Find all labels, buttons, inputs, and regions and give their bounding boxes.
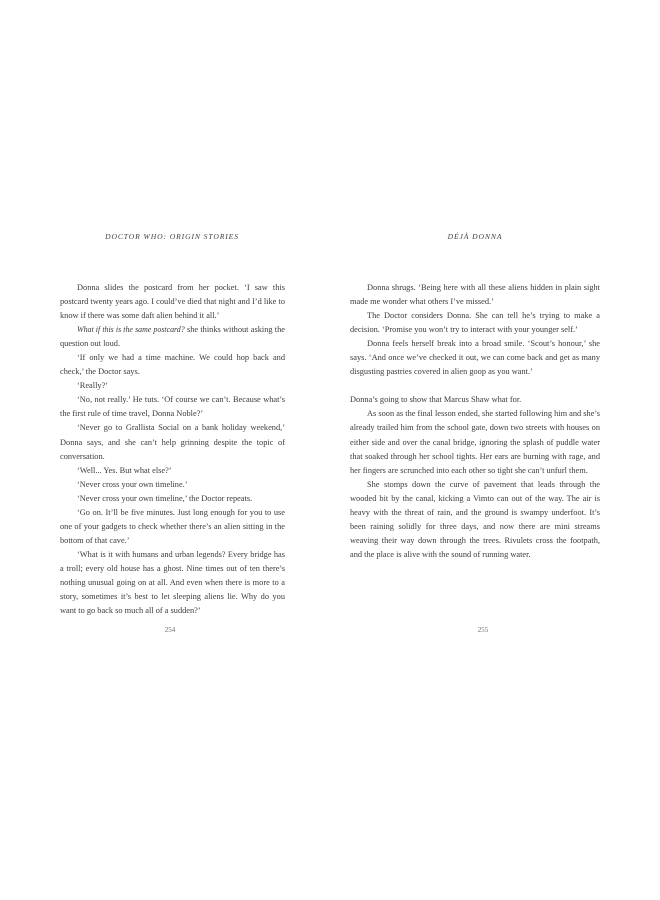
left-paragraph: ‘What is it with humans and urban legends? Every bridge has a troll; every old house has a ghost. Nine times out of ten there’s nothing unusual going on at all. And even when there is more to a story, sometimes it’s best to let sleeping aliens lie. Why do you want to go back so much all of a sudden?’ — [60, 549, 285, 616]
left-page-number: 254 — [164, 626, 176, 634]
left-paragraph: ‘Never go to Grallista Social on a bank holiday weekend,’ Donna says, and she can’t help grinning despite the topic of conversation. — [60, 423, 285, 461]
paragraph-text: she thinks without asking the question out loud. — [60, 325, 285, 349]
italic-thought: What if this is the same postcard? — [77, 325, 185, 335]
left-paragraph: ‘If only we had a time machine. We could hop back and check,’ the Doctor says. — [60, 353, 285, 377]
right-running-head: DÉJÀ DONNA — [447, 232, 503, 241]
left-paragraph: ‘Never cross your own timeline,’ the Doctor repeats. — [77, 493, 253, 503]
right-page-number: 255 — [477, 626, 489, 634]
left-paragraph: ‘Well... Yes. But what else?’ — [77, 465, 172, 475]
right-body-text — [350, 281, 600, 562]
right-paragraph: She stomps down the curve of pavement that leads through the wooded bit by the canal, kicking a Vimto can out of the way. The air is heavy with the threat of rain, and the ground is swampy underfoot. It’s been raining solidly for three days, and now there are mini streams weaving their way down through the trees. Rivulets cross the footpath, and the place is alive with the sound of running water. — [350, 479, 600, 559]
right-paragraph: As soon as the final lesson ended, she started following him and she’s already trailed him from the school gate, down two streets with houses on either side and over the canal bridge, ignoring the splash of puddle water that soaked through her school tights. Her ears are burning with rage, and her fingers are scrunched into each other so tight she can’t unfurl them. — [350, 409, 600, 475]
right-paragraph: Donna shrugs. ‘Being here with all these aliens hidden in plain sight made me wonder what others I’ve missed.’ — [350, 283, 600, 307]
left-body-text — [60, 281, 285, 618]
left-paragraph: ‘No, not really.’ He tuts. ‘Of course we can’t. Because what’s the first rule of time travel, Donna Noble?’ — [60, 395, 285, 419]
left-paragraph: Donna slides the postcard from her pocket. ‘I saw this postcard twenty years ago. I could’ve died that night and I’d like to know if there was some daft alien behind it all.’ — [60, 283, 285, 321]
right-page — [350, 0, 600, 900]
left-paragraph: ‘Really?’ — [77, 381, 109, 391]
left-paragraph: ‘Never cross your own timeline.’ — [77, 479, 188, 489]
left-page — [60, 0, 285, 900]
right-paragraph-section-start: Donna’s going to show that Marcus Shaw what for. — [350, 395, 522, 405]
right-paragraph: The Doctor considers Donna. She can tell he’s trying to make a decision. ‘Promise you won’t try to interact with your younger self.’ — [350, 311, 600, 335]
left-running-head: DOCTOR WHO: ORIGIN STORIES — [105, 232, 239, 241]
left-paragraph — [60, 323, 285, 351]
left-paragraph: ‘Go on. It’ll be five minutes. Just long enough for you to use one of your gadgets to check whether there’s an alien sitting in the bottom of that cave.’ — [60, 507, 285, 545]
right-paragraph: Donna feels herself break into a broad smile. ‘Scout’s honour,’ she says. ‘And once we’ve checked it out, we can come back and get as many disgusting pastries covered in alien goop as you want.’ — [350, 339, 600, 377]
